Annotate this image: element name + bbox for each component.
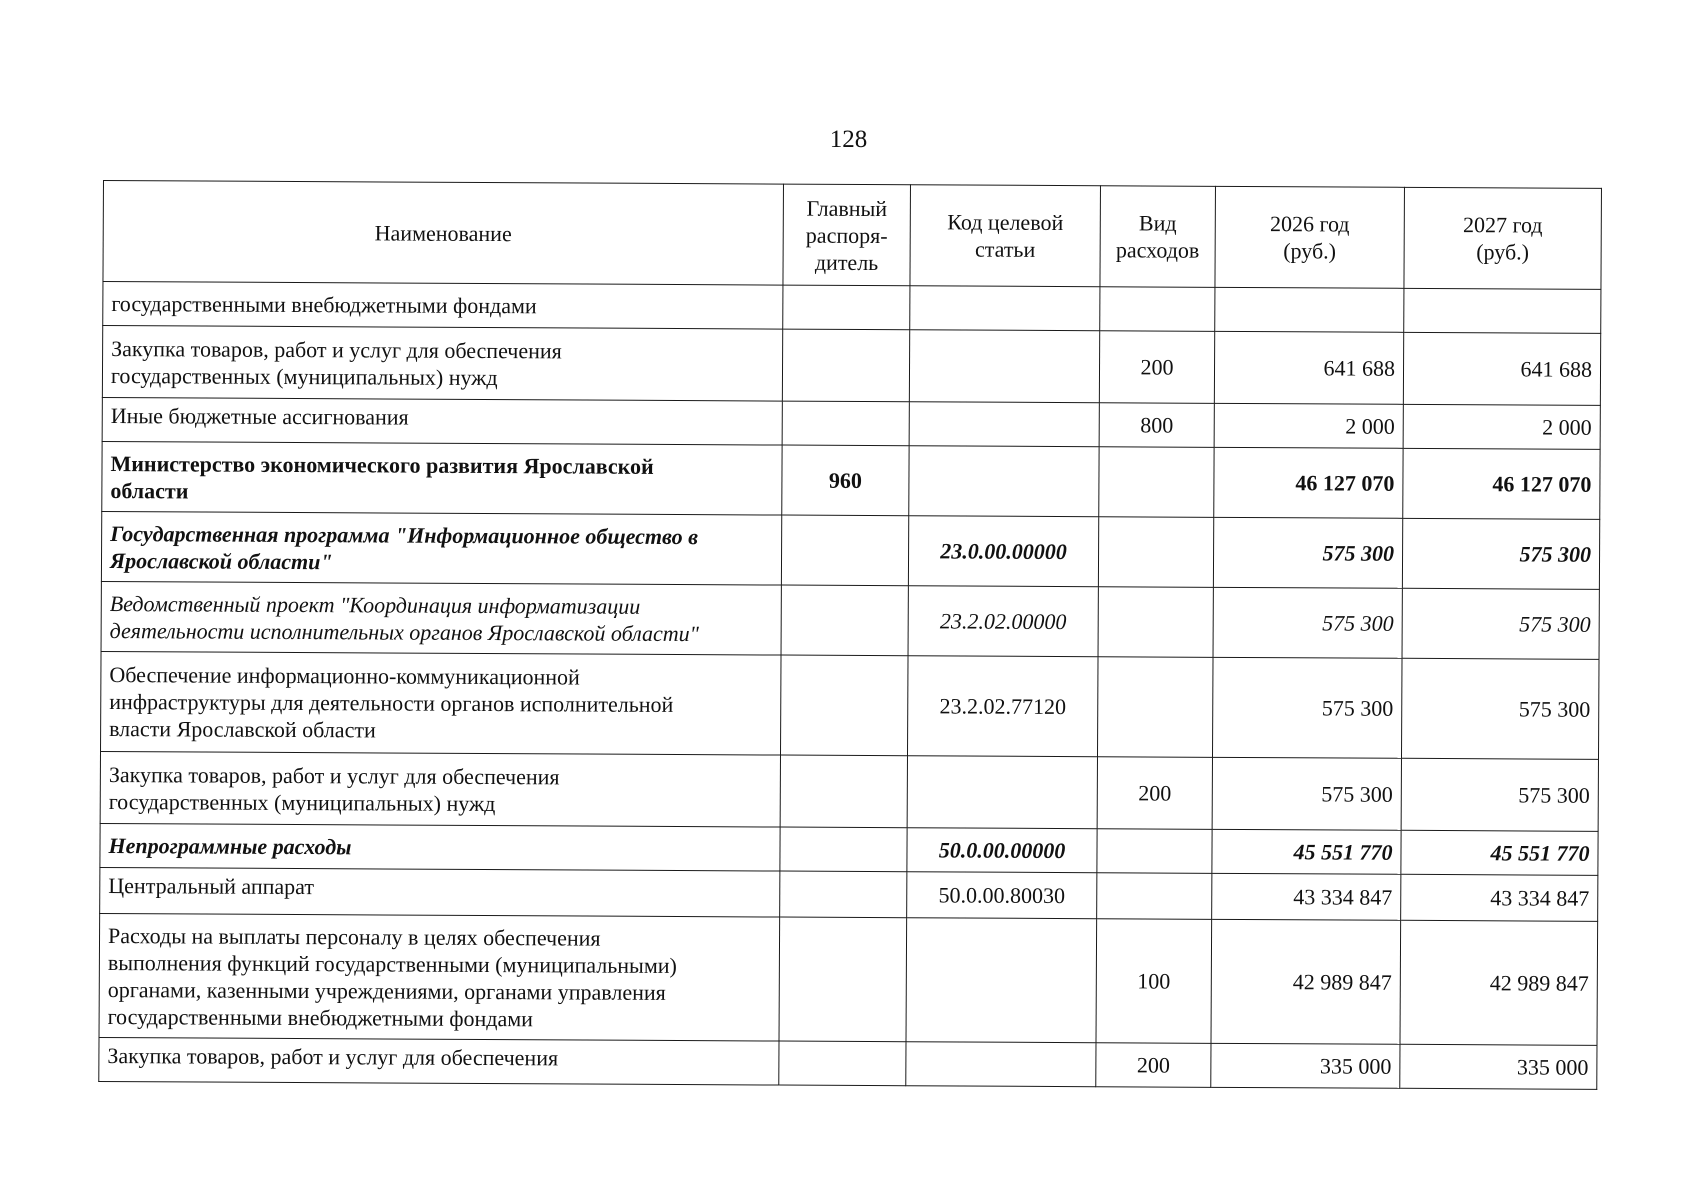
- cell-name: Ведомственный проект "Координация информатизации деятельности исполнительных органов Ярославской области": [101, 581, 781, 655]
- cell-name: Непрограммные расходы: [100, 823, 780, 871]
- cell-name: Центральный аппарат: [100, 867, 780, 917]
- cell-target-code: 23.0.00.00000: [908, 516, 1098, 587]
- cell-amount-2027: 46 127 070: [1403, 448, 1600, 519]
- cell-expense-kind: 200: [1096, 1043, 1211, 1088]
- header-name: Наименование: [103, 181, 784, 286]
- cell-expense-kind: [1100, 287, 1215, 332]
- cell-expense-kind: [1097, 829, 1212, 874]
- cell-expense-kind: [1097, 873, 1212, 920]
- table-body: [99, 282, 1601, 1090]
- cell-expense-kind: 200: [1099, 331, 1214, 404]
- cell-target-code: [909, 402, 1099, 447]
- cell-target-code: [906, 918, 1097, 1043]
- table-row: [102, 441, 1600, 519]
- cell-name: Расходы на выплаты персоналу в целях обеспечения выполнения функций государственными (муниципальными) органами, казенными учреждениями, органами управления государственными внебюджетными фондами: [99, 913, 780, 1041]
- cell-name: Иные бюджетные ассигнования: [102, 397, 782, 445]
- cell-amount-2026: [1215, 287, 1404, 332]
- header-code: Код целевой статьи: [910, 185, 1101, 287]
- cell-admin: [782, 329, 909, 402]
- cell-expense-kind: [1098, 517, 1213, 588]
- budget-table: [98, 180, 1602, 1090]
- cell-expense-kind: 200: [1097, 757, 1212, 830]
- cell-admin: 960: [782, 445, 909, 516]
- cell-target-code: [906, 1042, 1096, 1087]
- table-row: [99, 913, 1598, 1045]
- cell-amount-2026: 641 688: [1214, 331, 1403, 404]
- header-kind: Вид расходов: [1100, 186, 1216, 288]
- table-row: [101, 651, 1600, 759]
- cell-name: Закупка товаров, работ и услуг для обеспечения: [99, 1037, 779, 1085]
- cell-admin: [780, 655, 908, 756]
- cell-name: Государственная программа "Информационное общество в Ярославской области": [101, 511, 781, 585]
- cell-admin: [780, 755, 907, 828]
- cell-amount-2026: 575 300: [1213, 517, 1402, 588]
- cell-amount-2026: 45 551 770: [1212, 829, 1401, 874]
- cell-amount-2027: 335 000: [1400, 1044, 1597, 1089]
- cell-amount-2027: [1404, 288, 1601, 333]
- cell-name: Министерство экономического развития Ярославской области: [102, 441, 782, 515]
- cell-amount-2027: 575 300: [1402, 518, 1599, 589]
- table-row: [103, 282, 1601, 334]
- cell-target-code: [907, 756, 1097, 829]
- header-admin: Главный распоря- дитель: [783, 184, 911, 286]
- table-row: [102, 326, 1600, 406]
- cell-admin: [780, 827, 907, 872]
- cell-admin: [781, 585, 908, 656]
- cell-amount-2026: 575 300: [1212, 757, 1401, 830]
- cell-expense-kind: [1099, 447, 1214, 518]
- cell-admin: [779, 917, 907, 1042]
- table-row: [101, 511, 1599, 589]
- cell-amount-2027: 2 000: [1403, 404, 1600, 449]
- cell-name: Обеспечение информационно-коммуникационной инфраструктуры для деятельности органов исполнительной власти Ярославской области: [101, 651, 782, 755]
- cell-target-code: 23.2.02.77120: [907, 656, 1098, 757]
- cell-expense-kind: 800: [1099, 403, 1214, 448]
- cell-expense-kind: 100: [1096, 919, 1212, 1044]
- cell-target-code: 50.0.00.80030: [907, 872, 1097, 919]
- table-row: [100, 867, 1598, 921]
- cell-amount-2027: 575 300: [1401, 658, 1599, 759]
- cell-amount-2027: 575 300: [1402, 588, 1599, 659]
- cell-name: Закупка товаров, работ и услуг для обеспечения государственных (муниципальных) нужд: [102, 326, 782, 402]
- cell-amount-2026: 575 300: [1212, 657, 1402, 758]
- cell-amount-2026: 42 989 847: [1211, 919, 1401, 1044]
- cell-expense-kind: [1098, 587, 1213, 658]
- cell-amount-2026: 575 300: [1213, 587, 1402, 658]
- cell-target-code: [909, 330, 1099, 403]
- table-row: [100, 751, 1598, 831]
- table-row: [100, 823, 1598, 875]
- cell-target-code: [910, 286, 1100, 331]
- table-row: [99, 1037, 1597, 1089]
- cell-amount-2027: 42 989 847: [1400, 920, 1598, 1045]
- cell-expense-kind: [1097, 657, 1213, 758]
- cell-amount-2027: 641 688: [1403, 332, 1600, 405]
- cell-target-code: 23.2.02.00000: [908, 586, 1098, 657]
- header-2026: 2026 год (руб.): [1215, 186, 1405, 288]
- cell-target-code: [909, 446, 1099, 517]
- cell-amount-2026: 43 334 847: [1212, 873, 1401, 920]
- cell-admin: [780, 871, 907, 918]
- cell-admin: [782, 401, 909, 446]
- page-number: 128: [829, 126, 868, 153]
- cell-amount-2027: 575 300: [1401, 758, 1598, 831]
- cell-amount-2026: 335 000: [1211, 1043, 1400, 1088]
- cell-name: Закупка товаров, работ и услуг для обеспечения государственных (муниципальных) нужд: [100, 751, 780, 827]
- cell-target-code: 50.0.00.00000: [907, 828, 1097, 873]
- cell-admin: [781, 515, 908, 586]
- cell-amount-2027: 45 551 770: [1401, 830, 1598, 875]
- cell-admin: [783, 285, 910, 330]
- table-row: [102, 397, 1600, 449]
- table-row: [101, 581, 1599, 659]
- cell-name: государственными внебюджетными фондами: [103, 282, 783, 330]
- cell-amount-2027: 43 334 847: [1401, 874, 1598, 921]
- table-header-row: [103, 181, 1602, 290]
- header-2027: 2027 год (руб.): [1404, 187, 1602, 289]
- cell-amount-2026: 46 127 070: [1214, 447, 1403, 518]
- cell-amount-2026: 2 000: [1214, 403, 1403, 448]
- cell-admin: [779, 1041, 906, 1086]
